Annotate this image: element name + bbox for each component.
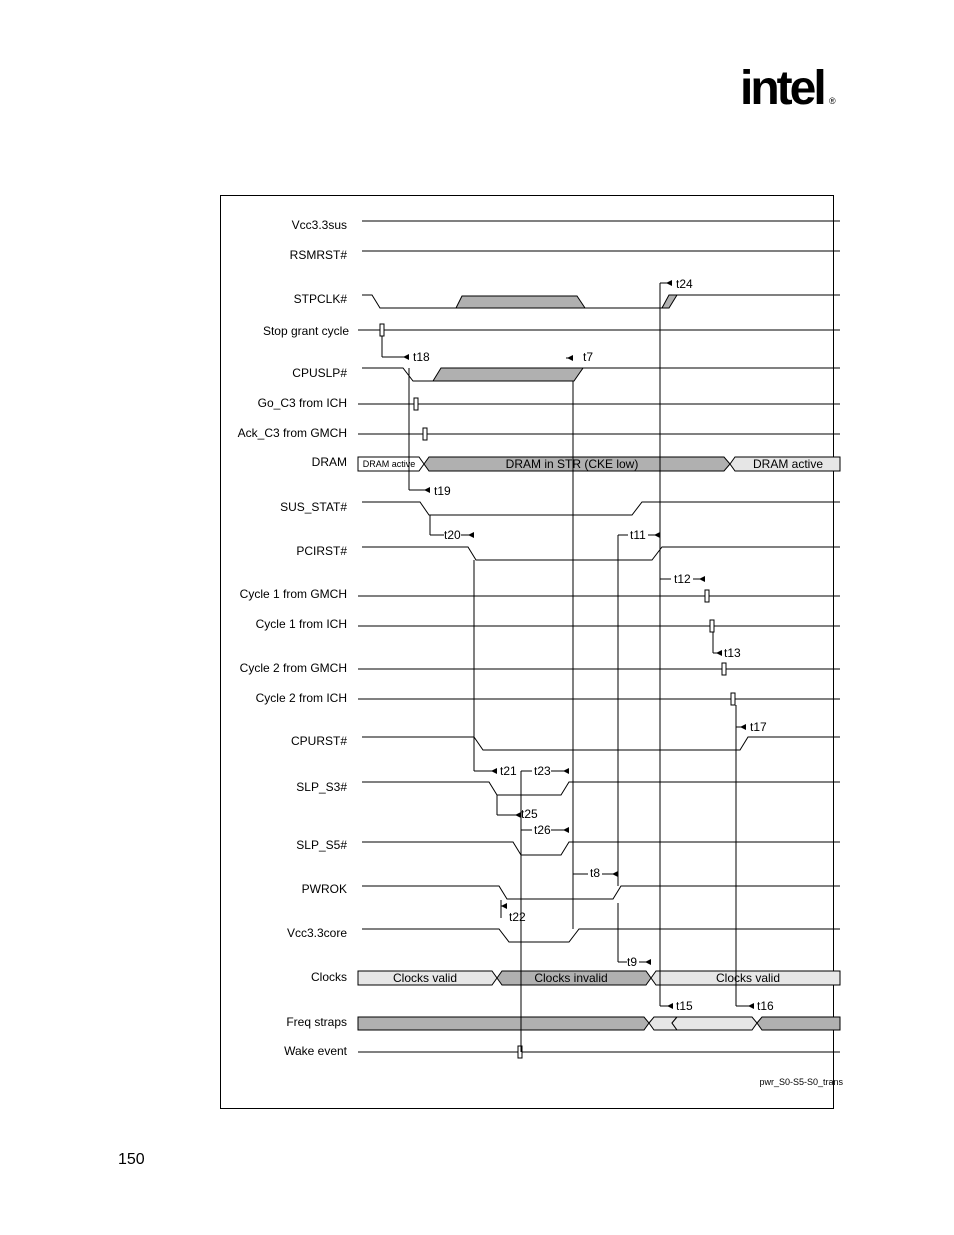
signal-label: STPCLK# <box>293 292 347 306</box>
signal-label: Go_C3 from ICH <box>257 396 347 410</box>
timing-label: t8 <box>590 866 601 880</box>
page-number: 150 <box>118 1151 145 1168</box>
pulse-ack-c3 <box>423 428 427 440</box>
timing-label: t11 <box>630 528 646 542</box>
timing-label: t17 <box>750 720 767 734</box>
diagram-caption: pwr_S0-S5-S0_trans <box>759 1077 843 1087</box>
bus-label: Clocks valid <box>715 971 781 985</box>
bus-label: DRAM active <box>362 459 416 469</box>
arrow-head-icon <box>748 1003 754 1009</box>
timing-label: t19 <box>434 484 451 498</box>
arrow-head-icon <box>667 1003 673 1009</box>
timing-label: t23 <box>534 764 551 778</box>
signal-label: RSMRST# <box>289 248 347 262</box>
waveform-slp-s3 <box>362 782 840 795</box>
arrow-head-icon <box>424 487 430 493</box>
timing-label: t16 <box>757 999 774 1013</box>
waveform-stpclk-transition <box>456 296 585 308</box>
arrow-head-icon <box>491 768 497 774</box>
signal-label: Ack_C3 from GMCH <box>237 426 347 440</box>
bus-freq-straps-3 <box>672 1017 757 1030</box>
timing-label: t13 <box>724 646 741 660</box>
arrow-head-icon <box>740 724 746 730</box>
signal-label: Vcc3.3sus <box>291 218 347 232</box>
waveform-stpclk <box>362 295 840 308</box>
timing-label: t22 <box>509 910 526 924</box>
waveform-stpclk-edge <box>662 295 677 308</box>
waveform-cpurst <box>362 737 840 750</box>
signal-label: CPURST# <box>290 734 347 748</box>
bus-label: Clocks valid <box>392 971 458 985</box>
timing-label: t21 <box>500 764 517 778</box>
signal-label: Vcc3.3core <box>286 926 347 940</box>
bus-label: Clocks invalid <box>534 971 608 985</box>
bus-label: DRAM active <box>752 457 824 471</box>
signal-label: SLP_S5# <box>296 838 347 852</box>
arrow-head-icon <box>468 532 474 538</box>
pulse-go-c3 <box>414 398 418 410</box>
pulse-cycle1-ich <box>710 620 714 632</box>
signal-label: DRAM <box>311 455 347 469</box>
arrow-head-icon <box>501 903 507 909</box>
timing-label: t15 <box>676 999 693 1013</box>
signal-label: Cycle 1 from ICH <box>255 617 347 631</box>
registered-mark-icon: ® <box>829 96 836 106</box>
arrow-head-icon <box>699 576 705 582</box>
bus-freq-straps-1 <box>358 1017 649 1030</box>
signal-label: SUS_STAT# <box>280 500 347 514</box>
waveform-vcc33core <box>362 929 840 942</box>
timing-label: t12 <box>674 572 691 586</box>
signal-label: Wake event <box>284 1044 347 1058</box>
bus-freq-straps-4 <box>757 1017 840 1030</box>
waveform-pwrok <box>362 886 840 899</box>
arrow-head-icon <box>563 827 569 833</box>
logo-text: intel <box>740 62 824 115</box>
waveform-pcirst <box>362 547 840 560</box>
signal-label: Cycle 2 from GMCH <box>239 661 347 675</box>
timing-label: t9 <box>627 955 638 969</box>
pulse-cycle2-ich <box>731 693 735 705</box>
timing-label: t18 <box>413 350 430 364</box>
signal-label: Stop grant cycle <box>262 324 349 338</box>
waveform-sus-stat <box>362 502 840 515</box>
arrow-head-icon <box>612 871 618 877</box>
pulse-stop-grant-cycle <box>380 324 384 336</box>
arrow-head-icon <box>563 768 569 774</box>
timing-label: t25 <box>521 807 538 821</box>
signal-label: Cycle 1 from GMCH <box>239 587 347 601</box>
signal-label: PWROK <box>301 882 347 896</box>
timing-label: t24 <box>676 277 693 291</box>
signal-label: CPUSLP# <box>292 366 347 380</box>
arrow-head-icon <box>567 355 573 361</box>
signal-label: SLP_S3# <box>296 780 347 794</box>
timing-label: t20 <box>444 528 461 542</box>
signal-label: Cycle 2 from ICH <box>255 691 347 705</box>
bus-label: DRAM in STR (CKE low) <box>505 457 639 471</box>
signal-label: PCIRST# <box>296 544 347 558</box>
arrow-head-icon <box>654 532 660 538</box>
pulse-cycle2-gmch <box>722 663 726 675</box>
arrow-head-icon <box>716 650 722 656</box>
waveform-slp-s5 <box>362 842 840 855</box>
signal-label: Clocks <box>310 970 347 984</box>
timing-label: t26 <box>534 823 551 837</box>
signal-label: Freq straps <box>286 1015 347 1029</box>
arrow-head-icon <box>403 354 409 360</box>
timing-label: t7 <box>583 350 594 364</box>
arrow-head-icon <box>666 280 672 286</box>
pulse-cycle1-gmch <box>705 590 709 602</box>
waveform-cpuslp-transition <box>433 368 583 381</box>
arrow-head-icon <box>645 959 651 965</box>
